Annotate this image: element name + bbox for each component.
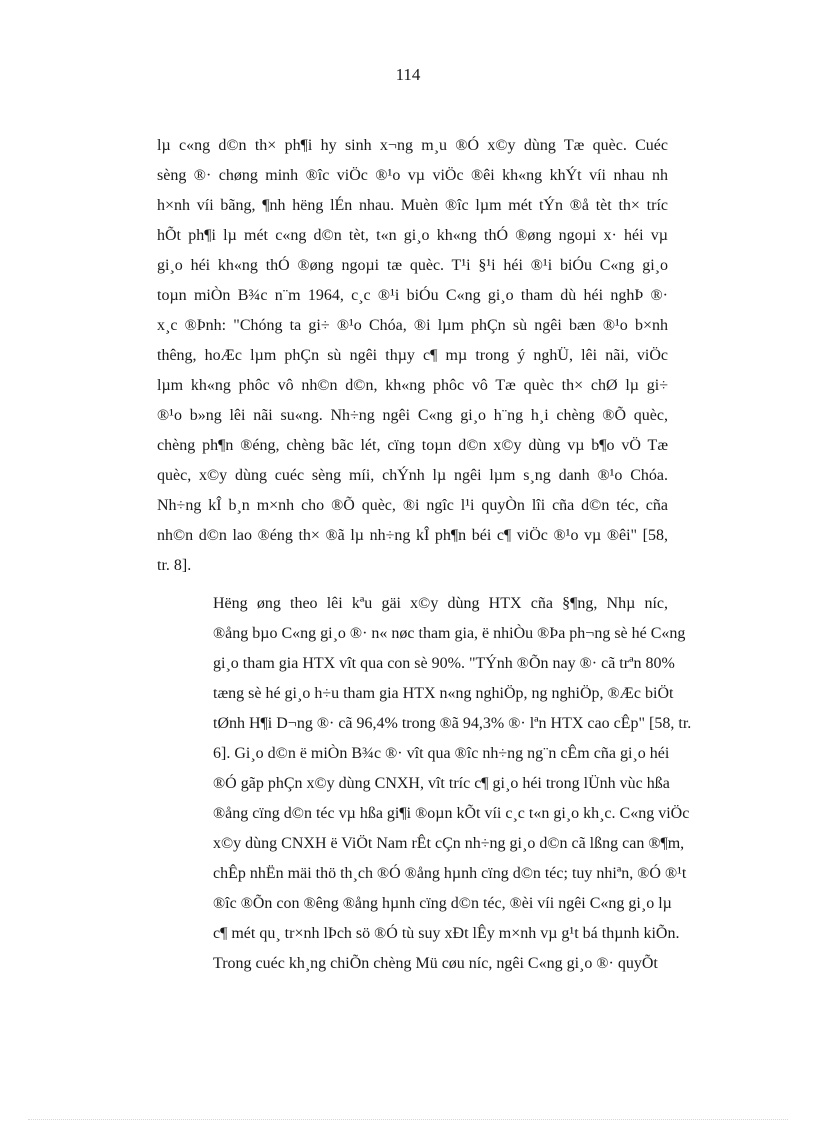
text-line: tæng sè hé gi¸o h÷u tham gia HTX n«ng nghiÖp, ng nghiÖp, ®Æc biÖt: [213, 685, 674, 702]
text-line: Nh÷ng kÎ b¸n m×nh cho ®Õ quèc, ®i ngîc l¹i quyÒn lîi cña d©n téc, cña: [157, 497, 668, 514]
text-line: quèc, x©y dùng cuéc sèng míi, chÝnh lµ ngêi lµm s¸ng danh ®¹o Chóa.: [157, 467, 668, 484]
text-line: ®ång bµo C«ng gi¸o ®· n« nøc tham gia, ë nhiÒu ®Þa ph¬ng sè hé C«ng: [213, 625, 686, 642]
text-line: toµn miÒn B¾c n¨m 1964, c¸c ®¹i biÓu C«ng gi¸o tham dù héi nghÞ ®·: [157, 287, 668, 304]
text-line: ®¹o b»ng lêi nãi su«ng. Nh÷ng ngêi C«ng gi¸o h¨ng h¸i chèng ®Õ quèc,: [157, 407, 668, 424]
text-line: sèng ®· chøng minh ®îc viÖc ®¹o vµ viÖc ®êi kh«ng khÝt víi nhau nh: [157, 167, 668, 184]
text-line: gi¸o héi kh«ng thÓ ®øng ngoµi tæ quèc. T¹i §¹i héi ®¹i biÓu C«ng gi¸o: [157, 257, 668, 274]
page-number: 114: [395, 65, 421, 84]
text-line: 6]. Gi¸o d©n ë miÒn B¾c ®· vît qua ®îc nh÷ng ng¨n cÊm cña gi¸o héi: [213, 745, 670, 762]
text-line: lµ c«ng d©n th× ph¶i hy sinh x¬ng m¸u ®Ó x©y dùng Tæ quèc. Cuéc: [157, 137, 668, 154]
paragraph: [157, 131, 668, 581]
page-bottom-divider: [28, 1119, 788, 1120]
text-line: ®îc ®Õn con ®êng ®ång hµnh cïng d©n téc, ®èi víi ngêi C«ng gi¸o lµ: [213, 895, 672, 912]
text-line: tr. 8].: [157, 557, 192, 574]
text-line: tØnh H¶i D¬ng ®· cã 96,4% trong ®ã 94,3% ®· lªn HTX cao cÊp" [58, tr.: [213, 715, 692, 732]
document-body: [157, 131, 692, 979]
text-line: Hëng øng theo lêi kªu gäi x©y dùng HTX cña §¶ng, Nhµ níc,: [213, 595, 668, 612]
text-line: lµm kh«ng phôc vô nh©n d©n, kh«ng phôc vô Tæ quèc th× chØ lµ gi÷: [157, 377, 668, 394]
text-line: ®ång cïng d©n téc vµ hßa gi¶i ®oµn kÕt víi c¸c t«n gi¸o kh¸c. C«ng viÖc: [213, 805, 690, 822]
text-line: thêng, hoÆc lµm phÇn sù ngêi thµy c¶ mµ trong ý nghÜ, lêi nãi, viÖc: [157, 347, 668, 364]
text-line: x©y dùng CNXH ë ViÖt Nam rÊt cÇn nh÷ng gi¸o d©n cã lßng can ®¶m,: [213, 835, 685, 852]
text-line: ®Ó gãp phÇn x©y dùng CNXH, vît tríc c¶ gi¸o héi trong lÜnh vùc hßa: [213, 775, 670, 792]
paragraph: [157, 589, 692, 979]
text-line: chèng ph¶n ®éng, chèng bãc lét, cïng toµn d©n x©y dùng vµ b¶o vÖ Tæ: [157, 437, 668, 454]
text-line: hÕt ph¶i lµ mét c«ng d©n tèt, t«n gi¸o kh«ng thÓ ®øng ngoµi x· héi vµ: [157, 227, 668, 244]
text-line: chÊp nhËn mäi thö th¸ch ®Ó ®ång hµnh cïng d©n téc; tuy nhiªn, ®Ó ®¹t: [213, 865, 687, 882]
text-line: x¸c ®Þnh: "Chóng ta gi÷ ®¹o Chóa, ®i lµm phÇn sù ngêi bæn ®¹o b×nh: [157, 317, 668, 334]
text-line: gi¸o tham gia HTX vît qua con sè 90%. "TÝnh ®Õn nay ®· cã trªn 80%: [213, 655, 675, 672]
text-line: c¶ mét qu¸ tr×nh lÞch sö ®Ó tù suy xÐt lÊy m×nh vµ g¹t bá thµnh kiÕn.: [213, 925, 680, 942]
text-line: h×nh víi bãng, ¶nh hëng lÉn nhau. Muèn ®îc lµm mét tÝn ®å tèt th× tríc: [157, 197, 668, 214]
text-line: nh©n d©n lao ®éng th× ®ã lµ nh÷ng kÎ ph¶n béi c¶ viÖc ®¹o vµ ®êi" [58,: [157, 527, 668, 544]
text-line: Trong cuéc kh¸ng chiÕn chèng Mü cøu níc, ngêi C«ng gi¸o ®· quyÕt: [213, 955, 658, 972]
